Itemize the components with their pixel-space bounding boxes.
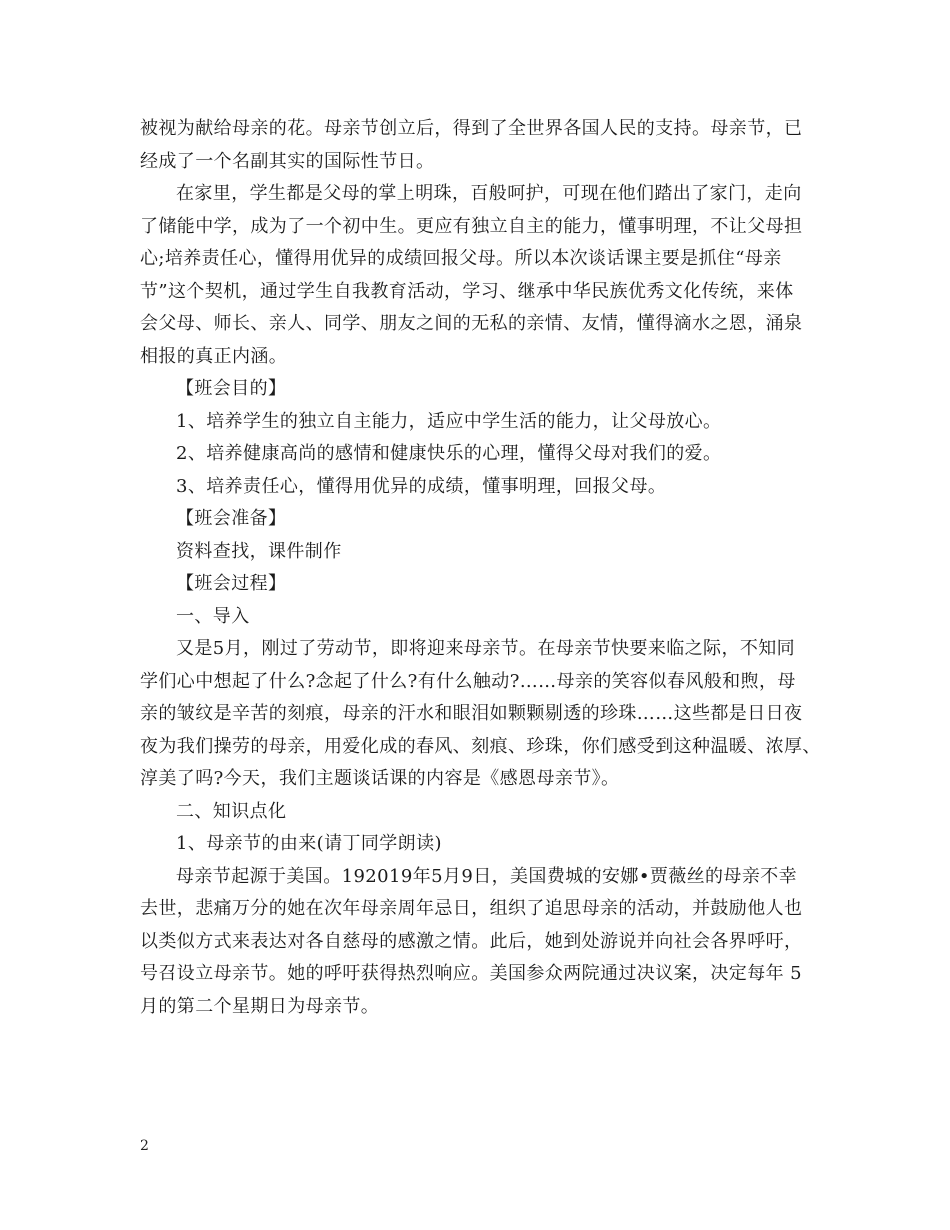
text-line: 1、母亲节的由来(请丁同学朗读) [176,833,442,854]
text-line: 被视为献给母亲的花。母亲节创立后，得到了全世界各国人民的支持。母亲节，已 [140,118,803,139]
text-line: 节”这个契机，通过学生自我教育活动，学习、继承中华民族优秀文化传统，来体 [140,280,794,302]
text-line: 淳美了吗?今天，我们主题谈话课的内容是《感恩母亲节》。 [140,768,620,789]
text-line: 相报的真正内涵。 [140,345,288,367]
text-line: 以类似方式来表达对各自慈母的感激之情。此后，她到处游说并向社会各界呼吁， [140,930,803,952]
text-line: 1、培养学生的独立自主能力，适应中学生活的能力，让父母放心。 [176,410,722,432]
text-line: 2、培养健康高尚的感情和健康快乐的心理，懂得父母对我们的爱。 [176,443,722,464]
text-line: 【班会目的】 [176,378,287,399]
text-line: 一、导入 [176,605,250,627]
text-line: 学们心中想起了什么?念起了什么?有什么触动?……母亲的笑容似春风般和煦，母 [140,670,796,692]
text-line: 心;培养责任心，懂得用优异的成绩回报父母。所以本次谈话课主要是抓住“母亲 [140,248,782,269]
text-line: 母亲节起源于美国。192019年5月9日，美国费城的安娜•贾薇丝的母亲不幸 [176,865,798,887]
text-line: 夜为我们操劳的母亲，用爱化成的春风、刻痕、珍珠，你们感受到这种温暖、浓厚、 [140,735,821,757]
text-line: 3、培养责任心，懂得用优异的成绩，懂事明理，回报父母。 [176,475,667,497]
text-line: 会父母、师长、亲人、同学、朋友之间的无私的亲情、友情，懂得滴水之恩，涌泉 [140,313,803,334]
text-line: 在家里，学生都是父母的掌上明珠，百般呵护，可现在他们踏出了家门，走向 [176,183,802,204]
document-body [140,113,820,1023]
text-line: 资料查找，课件制作 [176,540,342,562]
text-line: 又是5月，刚过了劳动节，即将迎来母亲节。在母亲节快要来临之际，不知同 [176,638,796,659]
text-line: 【班会过程】 [176,573,287,594]
text-line: 亲的皱纹是辛苦的刻痕，母亲的汗水和眼泪如颗颗剔透的珍珠……这些都是日日夜 [140,703,803,724]
text-line: 经成了一个名副其实的国际性节日。 [140,150,435,172]
text-line: 号召设立母亲节。她的呼吁获得热烈响应。美国参众两院通过决议案，决定每年 5 [140,963,802,984]
text-line: 二、知识点化 [176,800,287,822]
page-number: 2 [140,1138,149,1154]
text-line: 去世，悲痛万分的她在次年母亲周年忌日，组织了追思母亲的活动，并鼓励他人也 [140,898,803,919]
text-line: 了储能中学，成为了一个初中生。更应有独立自主的能力，懂事明理，不让父母担 [140,215,803,237]
text-line: 月的第二个星期日为母亲节。 [140,995,380,1017]
text-line: 【班会准备】 [176,508,287,529]
